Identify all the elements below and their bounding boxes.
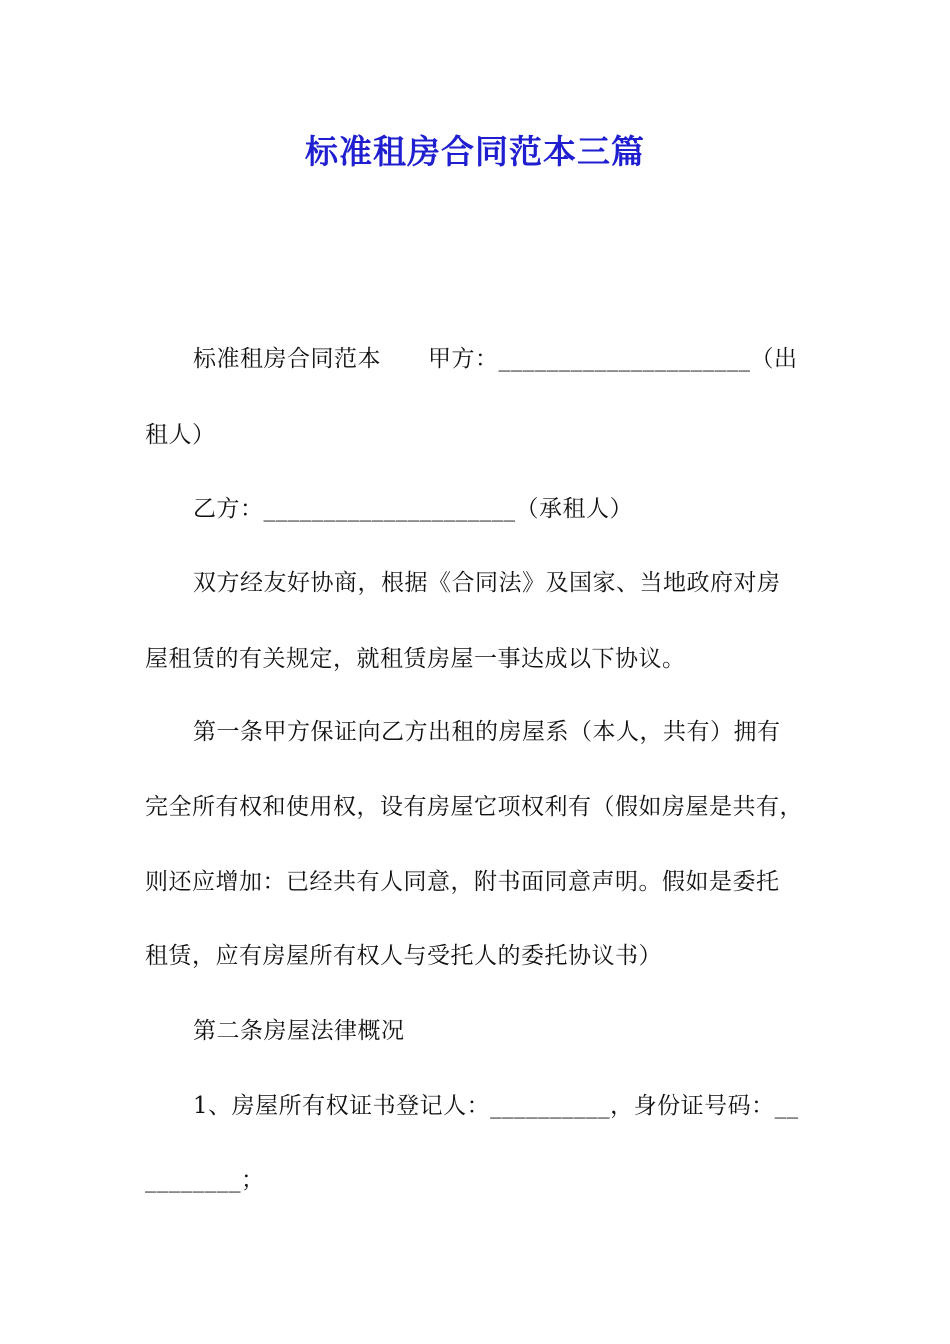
paragraph-line-4: 双方经友好协商，根据《合同法》及国家、当地政府对房 (193, 570, 781, 596)
paragraph-line-6: 第一条甲方保证向乙方出租的房屋系（本人，共有）拥有 (193, 719, 781, 745)
paragraph-line-5: 屋租赁的有关规定，就租赁房屋一事达成以下协议。 (145, 646, 686, 672)
paragraph-line-9: 租赁，应有房屋所有权人与受托人的委托协议书） (145, 943, 662, 969)
paragraph-line-3: 乙方：_____________________（承租人） (193, 496, 633, 522)
paragraph-line-10: 1、房屋所有权证书登记人：__________，身份证号码：__ (193, 1093, 799, 1119)
paragraph-line-11: ________； (145, 1167, 265, 1193)
section-heading: 第二条房屋法律概况 (193, 1018, 405, 1044)
document-title: 标准租房合同范本三篇 (305, 132, 645, 171)
paragraph-line-8: 则还应增加：已经共有人同意，附书面同意声明。假如是委托 (145, 869, 780, 895)
paragraph-line-7: 完全所有权和使用权，设有房屋它项权利有（假如房屋是共有， (145, 794, 803, 820)
paragraph-line-1: 标准租房合同范本 甲方：_____________________（出 (193, 346, 798, 372)
paragraph-line-2: 租人） (145, 422, 216, 448)
